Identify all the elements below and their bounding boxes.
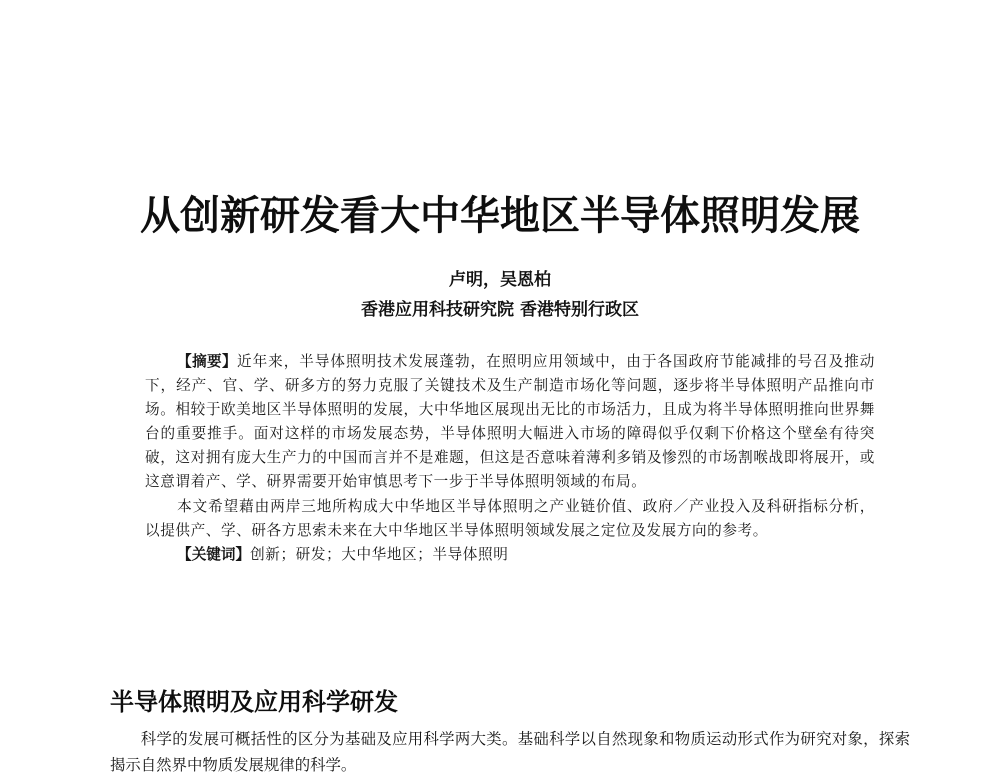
keywords-label: 【关键词】 — [177, 545, 251, 563]
abstract-block — [145, 350, 875, 567]
keywords-text: 创新；研发；大中华地区；半导体照明 — [250, 545, 509, 563]
abstract-text-1: 近年来，半导体照明技术发展蓬勃，在照明应用领域中，由于各国政府节能减排的号召及推动下，经产、官、学、研多方的努力克服了关键技术及生产制造市场化等问题，逐步将半导体照明产品推向市场。相较于欧美地区半导体照明的发展，大中华地区展现出无比的市场活力，且成为将半导体照明推向世界舞台的重要推手。面对这样的市场发展态势，半导体照明大幅进入市场的障碍似乎仅剩下价格这个壁垒有待突破，这对拥有庞大生产力的中国而言并不是难题，但这是否意味着薄利多销及惨烈的市场割喉战即将展开，或这意谓着产、学、研界需要开始审慎思考下一步于半导体照明领域的布局。 — [145, 353, 875, 491]
body-paragraph: 科学的发展可概括性的区分为基础及应用科学两大类。基础科学以自然现象和物质运动形式作为研究对象，探索揭示自然界中物质发展规律的科学。 — [110, 730, 910, 774]
abstract-label: 【摘要】 — [177, 353, 237, 370]
author-names: 卢明，吴恩柏 — [449, 270, 551, 290]
abstract-paragraph-2: 本文希望藉由两岸三地所构成大中华地区半导体照明之产业链价值、政府／产业投入及科研指标分析，以提供产、学、研各方思索未来在大中华地区半导体照明领域发展之定位及发展方向的参考。 — [145, 497, 875, 539]
keywords-line — [145, 543, 875, 567]
abstract-paragraph-1 — [145, 350, 875, 495]
author-affiliation: 香港应用科技研究院 香港特别行政区 — [361, 300, 639, 320]
paper-title: 从创新研发看大中华地区半导体照明发展 — [140, 192, 860, 239]
section-heading: 半导体照明及应用科学研发 — [110, 687, 398, 716]
